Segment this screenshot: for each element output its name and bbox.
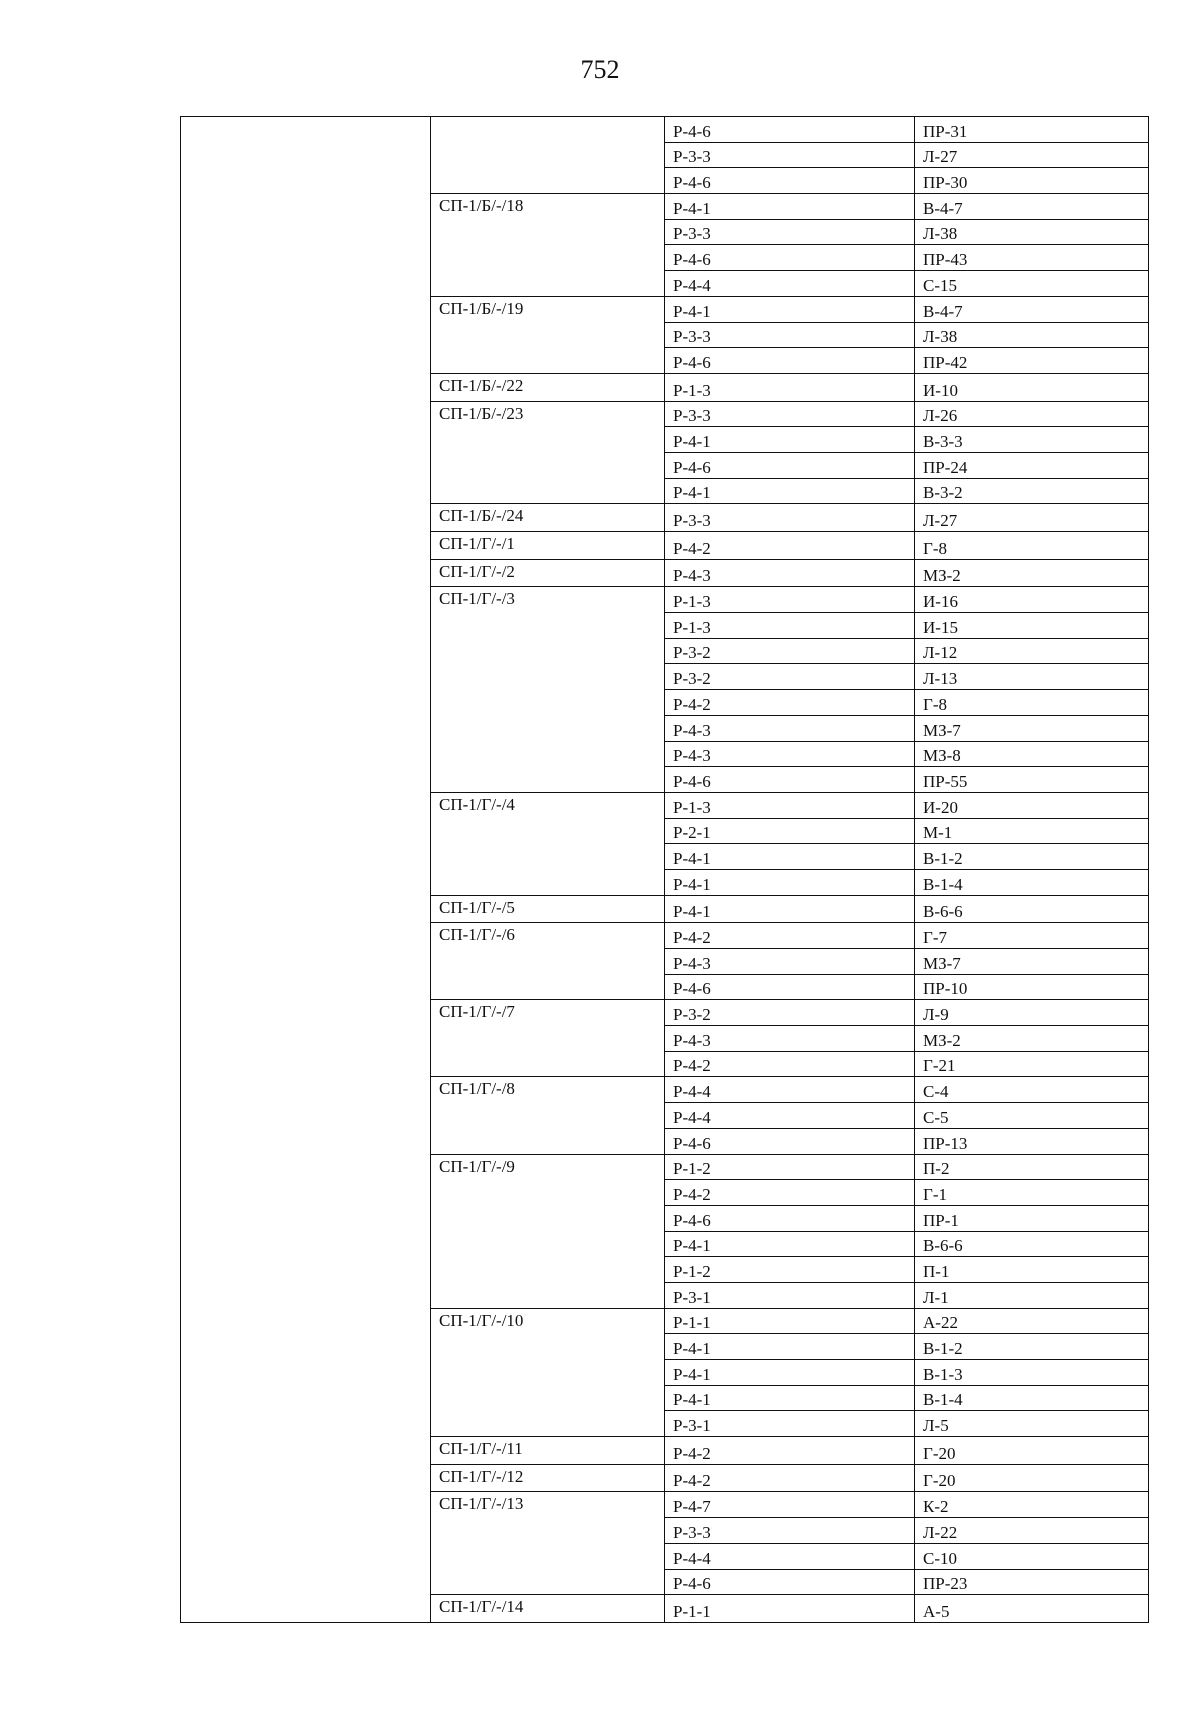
r-code-cell: Р-4-6 [665,1205,915,1231]
group-code-cell: СП-1/Г/-/9 [431,1154,665,1308]
data-table [180,116,1149,1623]
item-code-cell: МЗ-7 [915,715,1149,741]
r-code-cell: Р-4-1 [665,296,915,322]
item-code-cell: МЗ-2 [915,559,1149,587]
r-code-cell: Р-4-3 [665,1026,915,1052]
r-code-cell: Р-4-1 [665,194,915,220]
item-code-cell: П-2 [915,1154,1149,1180]
group-code-cell: СП-1/Г/-/10 [431,1308,665,1436]
group-code-cell: СП-1/Г/-/1 [431,532,665,560]
group-code-cell: СП-1/Г/-/11 [431,1437,665,1465]
item-code-cell: В-4-7 [915,296,1149,322]
item-code-cell: В-3-2 [915,478,1149,504]
r-code-cell: Р-4-6 [665,1128,915,1154]
r-code-cell: Р-4-6 [665,117,915,143]
item-code-cell: Л-26 [915,401,1149,427]
group-code-cell: СП-1/Г/-/12 [431,1464,665,1492]
r-code-cell: Р-1-3 [665,373,915,401]
r-code-cell: Р-4-4 [665,271,915,297]
r-code-cell: Р-3-3 [665,142,915,168]
item-code-cell: Г-20 [915,1437,1149,1465]
r-code-cell: Р-3-1 [665,1411,915,1437]
r-code-cell: Р-4-1 [665,478,915,504]
group-code-cell: СП-1/Б/-/19 [431,296,665,373]
r-code-cell: Р-4-2 [665,1464,915,1492]
group-code-cell: СП-1/Г/-/8 [431,1077,665,1154]
group-code-cell: СП-1/Г/-/7 [431,1000,665,1077]
item-code-cell: В-1-4 [915,1385,1149,1411]
item-code-cell: ПР-31 [915,117,1149,143]
r-code-cell: Р-1-1 [665,1308,915,1334]
item-code-cell: ПР-13 [915,1128,1149,1154]
group-code-cell: СП-1/Б/-/18 [431,194,665,297]
item-code-cell: Г-1 [915,1180,1149,1206]
item-code-cell: К-2 [915,1492,1149,1518]
r-code-cell: Р-4-2 [665,923,915,949]
item-code-cell: ПР-23 [915,1569,1149,1595]
r-code-cell: Р-3-3 [665,322,915,348]
item-code-cell: Л-9 [915,1000,1149,1026]
item-code-cell: С-15 [915,271,1149,297]
r-code-cell: Р-3-2 [665,664,915,690]
table-row [181,117,1149,143]
r-code-cell: Р-4-6 [665,348,915,374]
item-code-cell: Л-27 [915,504,1149,532]
r-code-cell: Р-3-2 [665,638,915,664]
r-code-cell: Р-4-2 [665,1437,915,1465]
item-code-cell: В-3-3 [915,427,1149,453]
item-code-cell: Л-38 [915,322,1149,348]
r-code-cell: Р-4-2 [665,690,915,716]
r-code-cell: Р-1-2 [665,1154,915,1180]
r-code-cell: Р-4-6 [665,1569,915,1595]
item-code-cell: Л-12 [915,638,1149,664]
item-code-cell: ПР-30 [915,168,1149,194]
r-code-cell: Р-3-2 [665,1000,915,1026]
item-code-cell: ПР-43 [915,245,1149,271]
r-code-cell: Р-1-2 [665,1257,915,1283]
item-code-cell: И-15 [915,613,1149,639]
r-code-cell: Р-4-4 [665,1543,915,1569]
r-code-cell: Р-4-1 [665,1385,915,1411]
item-code-cell: И-10 [915,373,1149,401]
item-code-cell: ПР-1 [915,1205,1149,1231]
item-code-cell: С-10 [915,1543,1149,1569]
r-code-cell: Р-4-3 [665,949,915,975]
item-code-cell: И-16 [915,587,1149,613]
item-code-cell: В-1-2 [915,1334,1149,1360]
group-code-cell: СП-1/Г/-/3 [431,587,665,793]
item-code-cell: МЗ-2 [915,1026,1149,1052]
group-code-cell: СП-1/Б/-/22 [431,373,665,401]
item-code-cell: Л-27 [915,142,1149,168]
r-code-cell: Р-4-1 [665,1231,915,1257]
r-code-cell: Р-4-6 [665,767,915,793]
r-code-cell: Р-3-3 [665,219,915,245]
r-code-cell: Р-1-3 [665,587,915,613]
r-code-cell: Р-4-6 [665,452,915,478]
page-number: 752 [580,55,620,84]
r-code-cell: Р-4-1 [665,844,915,870]
item-code-cell: В-1-3 [915,1360,1149,1386]
group-code-cell: СП-1/Б/-/24 [431,504,665,532]
r-code-cell: Р-4-1 [665,1334,915,1360]
group-code-cell: СП-1/Г/-/4 [431,792,665,895]
item-code-cell: В-1-4 [915,869,1149,895]
r-code-cell: Р-3-3 [665,504,915,532]
group-code-cell: СП-1/Г/-/14 [431,1595,665,1623]
r-code-cell: Р-4-2 [665,532,915,560]
item-code-cell: ПР-10 [915,974,1149,1000]
item-code-cell: ПР-24 [915,452,1149,478]
r-code-cell: Р-3-3 [665,401,915,427]
item-code-cell: МЗ-8 [915,741,1149,767]
item-code-cell: П-1 [915,1257,1149,1283]
item-code-cell: В-1-2 [915,844,1149,870]
item-code-cell: С-5 [915,1103,1149,1129]
r-code-cell: Р-4-4 [665,1077,915,1103]
item-code-cell: Г-20 [915,1464,1149,1492]
r-code-cell: Р-3-3 [665,1518,915,1544]
r-code-cell: Р-3-1 [665,1282,915,1308]
r-code-cell: Р-4-1 [665,1360,915,1386]
r-code-cell: Р-4-3 [665,715,915,741]
r-code-cell: Р-4-1 [665,427,915,453]
item-code-cell: В-4-7 [915,194,1149,220]
r-code-cell: Р-2-1 [665,818,915,844]
r-code-cell: Р-4-1 [665,869,915,895]
group-code-cell: СП-1/Г/-/13 [431,1492,665,1595]
r-code-cell: Р-4-4 [665,1103,915,1129]
item-code-cell: В-6-6 [915,895,1149,923]
item-code-cell: Г-7 [915,923,1149,949]
item-code-cell: Л-22 [915,1518,1149,1544]
r-code-cell: Р-4-6 [665,245,915,271]
r-code-cell: Р-1-3 [665,613,915,639]
item-code-cell: ПР-55 [915,767,1149,793]
item-code-cell: И-20 [915,792,1149,818]
group-code-cell: СП-1/Г/-/5 [431,895,665,923]
table-body [181,117,1149,1623]
empty-first-column [181,117,431,1623]
r-code-cell: Р-1-1 [665,1595,915,1623]
r-code-cell: Р-4-3 [665,741,915,767]
item-code-cell: Л-5 [915,1411,1149,1437]
group-code-cell [431,117,665,194]
item-code-cell: В-6-6 [915,1231,1149,1257]
item-code-cell: Л-38 [915,219,1149,245]
item-code-cell: А-5 [915,1595,1149,1623]
item-code-cell: МЗ-7 [915,949,1149,975]
item-code-cell: Л-1 [915,1282,1149,1308]
r-code-cell: Р-4-3 [665,559,915,587]
item-code-cell: А-22 [915,1308,1149,1334]
item-code-cell: ПР-42 [915,348,1149,374]
r-code-cell: Р-4-7 [665,1492,915,1518]
r-code-cell: Р-1-3 [665,792,915,818]
r-code-cell: Р-4-6 [665,168,915,194]
item-code-cell: Г-8 [915,532,1149,560]
item-code-cell: Г-8 [915,690,1149,716]
item-code-cell: С-4 [915,1077,1149,1103]
r-code-cell: Р-4-2 [665,1180,915,1206]
item-code-cell: М-1 [915,818,1149,844]
r-code-cell: Р-4-6 [665,974,915,1000]
group-code-cell: СП-1/Г/-/6 [431,923,665,1000]
group-code-cell: СП-1/Б/-/23 [431,401,665,504]
r-code-cell: Р-4-2 [665,1051,915,1077]
group-code-cell: СП-1/Г/-/2 [431,559,665,587]
item-code-cell: Л-13 [915,664,1149,690]
r-code-cell: Р-4-1 [665,895,915,923]
item-code-cell: Г-21 [915,1051,1149,1077]
